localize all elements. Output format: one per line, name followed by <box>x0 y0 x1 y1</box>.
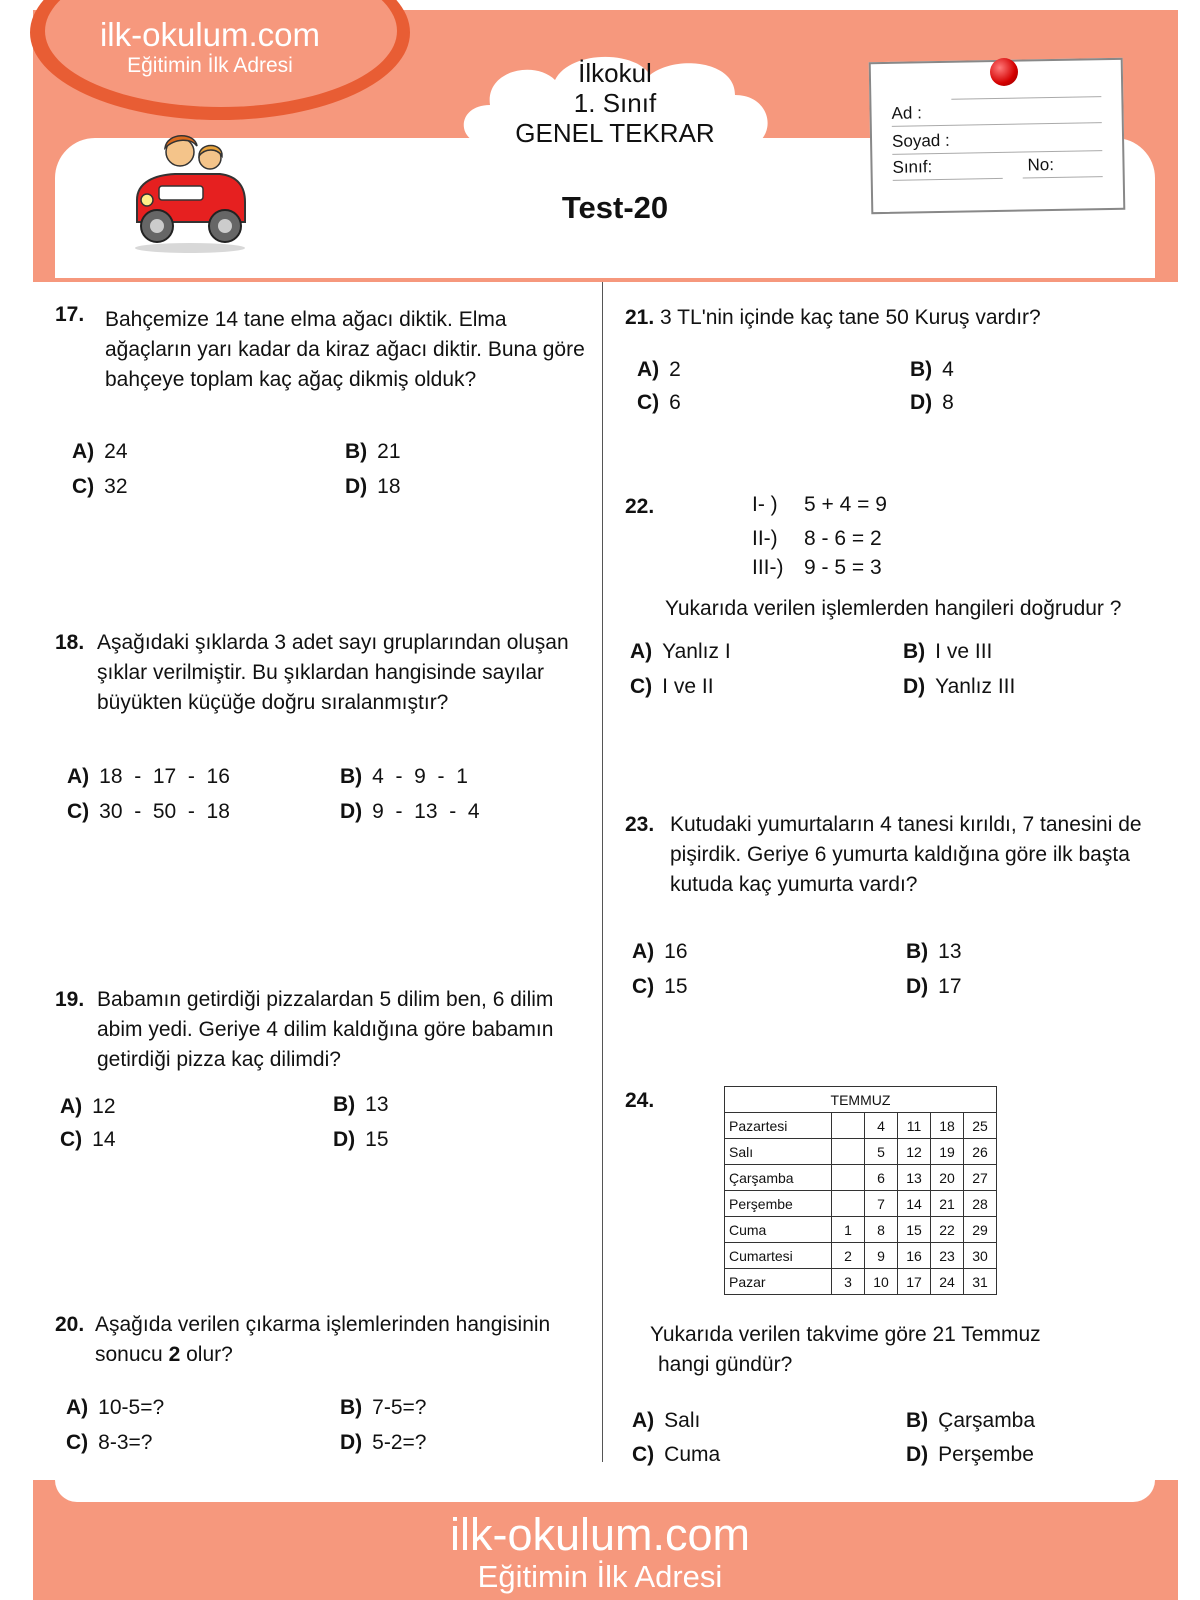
class-underline <box>893 178 1003 181</box>
question-19 <box>55 985 585 1075</box>
question-text: Yukarıda verilen takvime göre 21 Temmuz <box>650 1323 1041 1346</box>
option-letter: C) <box>630 675 653 698</box>
calendar-date: 16 <box>898 1243 931 1269</box>
statement-1 <box>752 490 887 520</box>
calendar-date: 2 <box>832 1243 865 1269</box>
option-value: I ve III <box>935 640 993 663</box>
option-value: 13 <box>938 940 962 963</box>
calendar-date: 12 <box>898 1139 931 1165</box>
footer-logo <box>300 1510 900 1594</box>
question-number: 18. <box>55 631 85 654</box>
question-21 <box>625 303 1165 333</box>
cartoon-car-illustration <box>125 130 255 255</box>
option-b[interactable] <box>345 440 401 464</box>
question-text: Bahçemize 14 tane elma ağacı diktik. Elma ağaçların yarı kadar da kiraz ağacı diktir. Buna göre bahçeye toplam kaç ağaç dikmiş olduk? <box>105 308 585 391</box>
question-text-part: olur? <box>186 1343 233 1366</box>
question-number: 22. <box>625 495 655 518</box>
calendar-row <box>725 1165 997 1191</box>
option-d[interactable] <box>340 800 480 824</box>
option-value: 16 <box>664 940 688 963</box>
calendar-date: 30 <box>964 1243 997 1269</box>
title-block <box>470 58 760 148</box>
option-value: 12 <box>92 1095 116 1118</box>
question-20 <box>55 1310 585 1370</box>
calendar-date: 3 <box>832 1269 865 1295</box>
option-d[interactable] <box>906 975 962 999</box>
option-letter: C) <box>637 391 660 414</box>
header-logo <box>60 16 360 78</box>
option-d[interactable] <box>340 1431 426 1455</box>
option-d[interactable] <box>906 1443 1034 1467</box>
option-a[interactable] <box>637 358 681 382</box>
name-label: Ad : <box>891 103 922 123</box>
option-letter: D) <box>906 1443 929 1466</box>
statement-2 <box>752 524 882 554</box>
calendar-row <box>725 1243 997 1269</box>
option-b[interactable] <box>340 1396 426 1420</box>
option-letter: C) <box>67 800 90 823</box>
option-value: 7-5=? <box>372 1396 427 1419</box>
calendar-row <box>725 1191 997 1217</box>
option-c[interactable] <box>637 391 681 415</box>
option-value: 15 <box>365 1128 389 1151</box>
calendar-date <box>832 1113 865 1139</box>
statement-3 <box>752 553 882 583</box>
option-d[interactable] <box>345 475 401 499</box>
option-c[interactable] <box>632 1443 720 1467</box>
option-value: Çarşamba <box>938 1409 1036 1432</box>
calendar-date: 18 <box>931 1113 964 1139</box>
option-value: 18 <box>377 475 401 498</box>
calendar-date: 14 <box>898 1191 931 1217</box>
calendar-day: Pazartesi <box>725 1113 832 1139</box>
calendar-date: 4 <box>865 1113 898 1139</box>
option-value: 5-2=? <box>372 1431 427 1454</box>
calendar-date: 25 <box>964 1113 997 1139</box>
option-value: 9 - 13 - 4 <box>372 800 480 823</box>
option-value: 18 - 17 - 16 <box>99 765 230 788</box>
option-value: Salı <box>664 1409 701 1432</box>
calendar-day: Cumartesi <box>725 1243 832 1269</box>
option-letter: D) <box>345 475 368 498</box>
option-value: 10-5=? <box>98 1396 165 1419</box>
calendar-date: 26 <box>964 1139 997 1165</box>
option-value: 14 <box>92 1128 116 1151</box>
option-value: 13 <box>365 1093 389 1116</box>
option-a[interactable] <box>67 765 230 789</box>
calendar-row <box>725 1269 997 1295</box>
option-b[interactable] <box>910 358 954 382</box>
option-value: 24 <box>104 440 128 463</box>
question-18 <box>55 628 585 718</box>
option-value: Perşembe <box>938 1443 1034 1466</box>
test-title: Test-20 <box>561 190 669 225</box>
number-label: No: <box>1027 155 1055 175</box>
calendar-date: 29 <box>964 1217 997 1243</box>
option-c[interactable] <box>66 1431 152 1455</box>
option-value: 15 <box>664 975 688 998</box>
calendar-date: 22 <box>931 1217 964 1243</box>
option-b[interactable] <box>903 640 992 664</box>
option-letter: A) <box>632 940 655 963</box>
option-value: 4 <box>942 358 954 381</box>
question-17 <box>55 300 585 395</box>
option-value: 4 - 9 - 1 <box>372 765 468 788</box>
calendar-row <box>725 1217 997 1243</box>
calendar-day: Çarşamba <box>725 1165 832 1191</box>
question-text: 3 TL'nin içinde kaç tane 50 Kuruş vardır? <box>660 306 1041 329</box>
option-a[interactable] <box>632 1409 700 1433</box>
logo-site-name: ilk-okulum.com <box>99 16 321 53</box>
option-d[interactable] <box>333 1128 389 1152</box>
class-label: Sınıf: <box>892 157 933 177</box>
calendar-date <box>832 1191 865 1217</box>
footer-white-panel <box>55 1480 1155 1502</box>
calendar-date: 21 <box>931 1191 964 1217</box>
option-letter: C) <box>60 1128 83 1151</box>
option-letter: D) <box>910 391 933 414</box>
calendar-month: TEMMUZ <box>725 1087 997 1113</box>
option-d[interactable] <box>910 391 954 415</box>
option-value: Yanlız III <box>935 675 1016 698</box>
option-letter: C) <box>66 1431 89 1454</box>
calendar-row <box>725 1139 997 1165</box>
calendar-date: 5 <box>865 1139 898 1165</box>
option-value: I ve II <box>662 675 714 698</box>
option-b[interactable] <box>333 1093 389 1117</box>
option-letter: C) <box>632 975 655 998</box>
option-letter: C) <box>632 1443 655 1466</box>
roman-numeral: I- ) <box>752 493 778 516</box>
question-24-number <box>625 1086 654 1116</box>
option-value: 21 <box>377 440 401 463</box>
question-text-bold: 2 <box>168 1343 181 1366</box>
question-number: 20. <box>55 1313 85 1336</box>
option-letter: D) <box>333 1128 356 1151</box>
option-a[interactable] <box>632 940 688 964</box>
option-letter: A) <box>72 440 95 463</box>
option-value: 8 <box>942 391 954 414</box>
logo-slogan: Eğitimin İlk Adresi <box>127 54 293 77</box>
calendar-date: 15 <box>898 1217 931 1243</box>
question-text: Kutudaki yumurtaların 4 tanesi kırıldı, 7 tanesini de pişirdik. Geriye 6 yumurta kaldığına göre ilk başta kutuda kaç yumurta vardı? <box>670 813 1142 896</box>
calendar-day: Pazar <box>725 1269 832 1295</box>
option-letter: A) <box>66 1396 89 1419</box>
calendar-date: 9 <box>865 1243 898 1269</box>
push-pin-icon <box>990 58 1018 86</box>
option-a[interactable] <box>60 1095 116 1119</box>
thought-bubble <box>338 178 358 191</box>
thought-bubble <box>360 171 378 183</box>
number-underline <box>1023 176 1103 178</box>
option-letter: B) <box>906 1409 929 1432</box>
option-letter: B) <box>340 765 363 788</box>
surname-label: Soyad : <box>891 130 950 151</box>
calendar-date: 20 <box>931 1165 964 1191</box>
calendar-date: 17 <box>898 1269 931 1295</box>
option-a[interactable] <box>72 440 128 464</box>
calendar-date: 13 <box>898 1165 931 1191</box>
question-text: Babamın getirdiği pizzalardan 5 dilim ben, 6 dilim abim yedi. Geriye 4 dilim kaldığına göre babamın getirdiği pizza kaç dilimdi? <box>97 988 554 1071</box>
calendar-date: 27 <box>964 1165 997 1191</box>
calendar-table <box>724 1086 997 1295</box>
question-text <box>95 1310 585 1370</box>
calendar-date: 8 <box>865 1217 898 1243</box>
thought-bubble <box>313 185 335 199</box>
option-value: Cuma <box>664 1443 721 1466</box>
option-value: 30 - 50 - 18 <box>99 800 230 823</box>
thought-bubble <box>285 193 309 208</box>
option-b[interactable] <box>906 1409 1035 1433</box>
option-c[interactable] <box>67 800 230 824</box>
option-letter: D) <box>903 675 926 698</box>
calendar-row <box>725 1113 997 1139</box>
question-text: hangi gündür? <box>658 1353 793 1376</box>
calendar-date: 28 <box>964 1191 997 1217</box>
option-letter: B) <box>910 358 933 381</box>
option-letter: B) <box>903 640 926 663</box>
calendar-date: 11 <box>898 1113 931 1139</box>
name-line <box>951 96 1101 100</box>
expression: 5 + 4 = 9 <box>804 493 887 516</box>
option-value: Yanlız I <box>662 640 731 663</box>
subject-title: GENEL TEKRAR <box>515 118 715 148</box>
option-c[interactable] <box>60 1128 116 1152</box>
option-value: 6 <box>669 391 681 414</box>
option-letter: A) <box>632 1409 655 1432</box>
option-letter: D) <box>340 800 363 823</box>
option-c[interactable] <box>632 975 688 999</box>
grade-label: 1. Sınıf <box>573 88 657 118</box>
option-a[interactable] <box>66 1396 164 1420</box>
option-c[interactable] <box>630 675 714 699</box>
footer-site-name: ilk-okulum.com <box>449 1509 751 1560</box>
school-level: İlkokul <box>578 58 652 88</box>
calendar-date: 19 <box>931 1139 964 1165</box>
calendar-date: 1 <box>832 1217 865 1243</box>
question-number: 17. <box>55 303 85 326</box>
roman-numeral: II-) <box>752 527 778 550</box>
column-divider <box>602 282 603 1462</box>
option-letter: C) <box>72 475 95 498</box>
option-letter: B) <box>333 1093 356 1116</box>
surname-line <box>892 122 1102 127</box>
calendar-date: 7 <box>865 1191 898 1217</box>
calendar-date: 23 <box>931 1243 964 1269</box>
option-value: 2 <box>669 358 681 381</box>
option-value: 32 <box>104 475 128 498</box>
calendar-date: 6 <box>865 1165 898 1191</box>
option-letter: B) <box>340 1396 363 1419</box>
question-text: Aşağıdaki şıklarda 3 adet sayı gruplarından oluşan şıklar verilmiştir. Bu şıklardan hangisinde sayılar büyükten küçüğe doğru sıralanmıştır? <box>97 631 569 714</box>
option-value: 8-3=? <box>98 1431 153 1454</box>
option-value: 17 <box>938 975 962 998</box>
option-letter: A) <box>630 640 653 663</box>
question-23 <box>625 810 1185 900</box>
question-22-number <box>625 492 654 522</box>
option-d[interactable] <box>903 675 1015 699</box>
option-letter: D) <box>906 975 929 998</box>
calendar-day: Perşembe <box>725 1191 832 1217</box>
option-letter: D) <box>340 1431 363 1454</box>
calendar-date <box>832 1139 865 1165</box>
expression: 9 - 5 = 3 <box>804 556 882 579</box>
roman-numeral: III-) <box>752 556 784 579</box>
option-letter: B) <box>345 440 368 463</box>
thought-bubble <box>255 200 281 216</box>
option-letter: A) <box>637 358 660 381</box>
calendar-date: 31 <box>964 1269 997 1295</box>
question-number: 23. <box>625 813 655 836</box>
calendar-day: Cuma <box>725 1217 832 1243</box>
calendar-day: Salı <box>725 1139 832 1165</box>
option-letter: B) <box>906 940 929 963</box>
question-number: 21. <box>625 306 655 329</box>
option-b[interactable] <box>340 765 468 789</box>
calendar-header-row <box>725 1087 997 1113</box>
question-text: Yukarıda verilen işlemlerden hangileri doğrudur ? <box>665 597 1122 620</box>
option-c[interactable] <box>72 475 128 499</box>
option-b[interactable] <box>906 940 962 964</box>
calendar-date: 10 <box>865 1269 898 1295</box>
option-letter: A) <box>60 1095 83 1118</box>
question-number: 24. <box>625 1089 655 1112</box>
calendar-date <box>832 1165 865 1191</box>
question-text-part: Aşağıda verilen çıkarma işlemlerinden hangisinin sonucu <box>95 1313 551 1366</box>
option-letter: A) <box>67 765 90 788</box>
question-number: 19. <box>55 988 85 1011</box>
calendar-date: 24 <box>931 1269 964 1295</box>
option-a[interactable] <box>630 640 731 664</box>
footer-slogan: Eğitimin İlk Adresi <box>477 1559 723 1594</box>
expression: 8 - 6 = 2 <box>804 527 882 550</box>
